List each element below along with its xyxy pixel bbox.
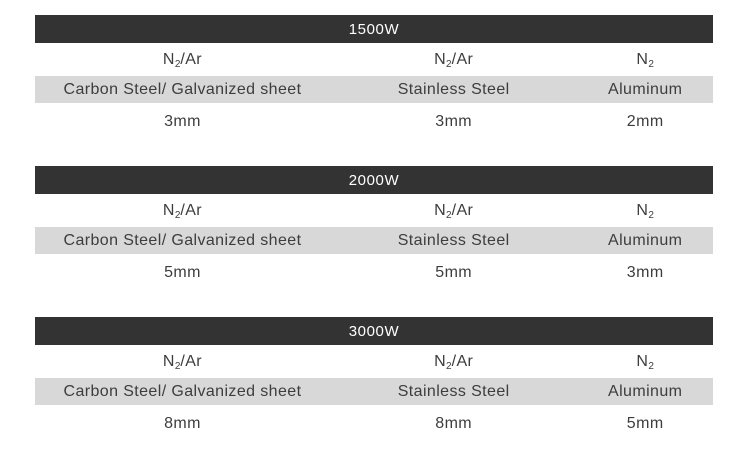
material-cell: Carbon Steel/ Galvanized sheet [63,231,302,249]
gas-symbol: N [434,50,447,68]
gas-tail: /Ar [451,201,474,219]
thickness-row [35,405,713,442]
power-label: 2000W [348,171,400,189]
thickness-row [35,254,713,291]
power-header [35,317,713,345]
material-row [35,227,713,254]
gas-subscript: 2 [648,209,654,221]
thickness-cell: 5mm [435,263,473,281]
gas-cell [330,194,577,227]
thickness-cell: 3mm [164,112,201,130]
material-cell: Stainless Steel [397,231,510,249]
gas-tail: /Ar [180,50,203,68]
gas-subscript: 2 [174,209,181,221]
gas-row [35,43,713,76]
gas-symbol: N [636,352,649,370]
power-section-2000w [35,166,713,291]
gas-cell [330,345,577,378]
gas-symbol: N [636,201,649,219]
power-section-1500w [35,15,713,140]
gas-tail: /Ar [180,352,203,370]
gas-subscript: 2 [446,360,452,372]
gas-symbol: N [162,201,175,219]
material-cell: Stainless Steel [397,80,510,98]
thickness-cell: 5mm [626,414,664,432]
material-cell: Carbon Steel/ Galvanized sheet [63,382,302,400]
thickness-cell: 3mm [626,263,664,281]
material-cell: Aluminum [608,382,683,400]
power-header [35,166,713,194]
gas-cell [35,43,330,76]
gas-subscript: 2 [648,360,654,372]
gas-symbol: N [636,50,649,68]
gas-symbol: N [434,352,447,370]
gas-row [35,194,713,227]
power-section-3000w [35,317,713,442]
gas-symbol: N [434,201,447,219]
gas-subscript: 2 [446,209,452,221]
thickness-cell: 8mm [435,414,473,432]
power-label: 3000W [348,322,400,340]
gas-tail: /Ar [451,352,474,370]
gas-tail: /Ar [451,50,474,68]
material-row [35,378,713,405]
power-header [35,15,713,43]
thickness-cell: 2mm [626,112,664,130]
gas-subscript: 2 [174,360,181,372]
gas-symbol: N [162,352,175,370]
gas-subscript: 2 [446,58,452,70]
gas-cell [35,194,330,227]
gas-cell [577,194,713,227]
gas-cell [577,345,713,378]
gas-tail: /Ar [180,201,203,219]
gas-row [35,345,713,378]
thickness-cell: 8mm [164,414,201,432]
gas-subscript: 2 [174,58,181,70]
material-cell: Stainless Steel [397,382,510,400]
power-label: 1500W [348,20,400,38]
thickness-cell: 3mm [435,112,473,130]
gas-cell [35,345,330,378]
thickness-row [35,103,713,140]
thickness-cell: 5mm [164,263,201,281]
material-row [35,76,713,103]
gas-cell [330,43,577,76]
gas-subscript: 2 [648,58,654,70]
material-cell: Aluminum [608,80,683,98]
gas-cell [577,43,713,76]
material-cell: Carbon Steel/ Galvanized sheet [63,80,302,98]
material-cell: Aluminum [608,231,683,249]
gas-symbol: N [162,50,175,68]
